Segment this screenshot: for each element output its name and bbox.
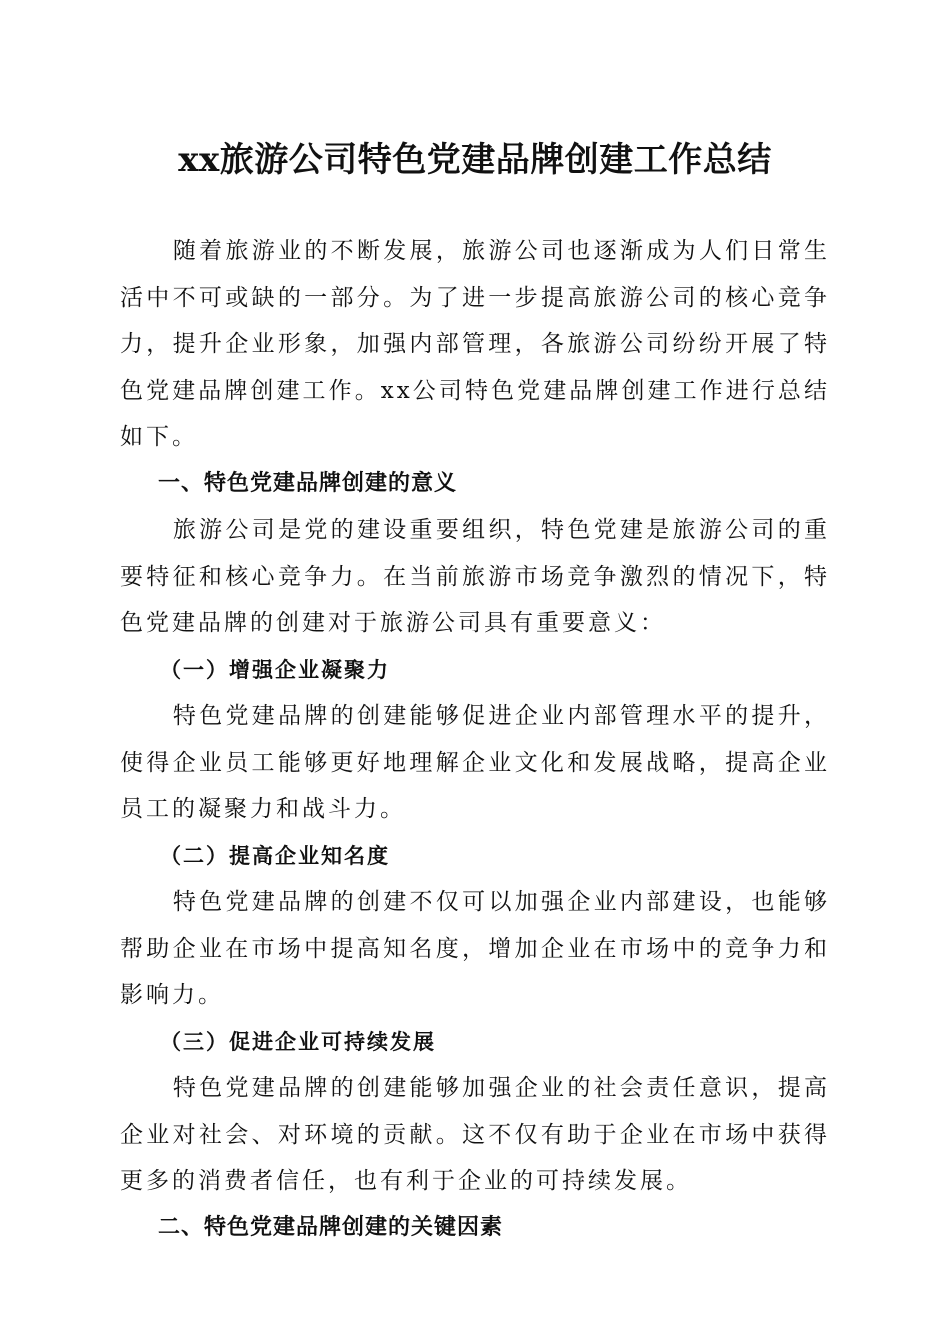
subsection-heading-reputation: （二）提高企业知名度 xyxy=(160,843,390,868)
subsection-heading-sustainability: （三）促进企业可持续发展 xyxy=(160,1029,436,1054)
section-heading-significance: 一、特色党建品牌创建的意义 xyxy=(158,470,458,496)
subsection-cohesion-paragraph: 特色党建品牌的创建能够促进企业内部管理水平的提升，使得企业员工能够更好地理解企业文化和发展战略，提高企业员工的凝聚力和战斗力。 xyxy=(120,703,830,822)
document-body xyxy=(120,228,830,1251)
intro-paragraph: 随着旅游业的不断发展，旅游公司也逐渐成为人们日常生活中不可或缺的一部分。为了进一步提高旅游公司的核心竞争力，提升企业形象，加强内部管理，各旅游公司纷纷开展了特色党建品牌创建工作。xx公司特色党建品牌创建工作进行总结如下。 xyxy=(120,238,830,450)
subsection-reputation-paragraph: 特色党建品牌的创建不仅可以加强企业内部建设，也能够帮助企业在市场中提高知名度，增加企业在市场中的竞争力和影响力。 xyxy=(120,889,830,1008)
section-heading-key-factors: 二、特色党建品牌创建的关键因素 xyxy=(158,1214,504,1240)
subsection-heading-cohesion: （一）增强企业凝聚力 xyxy=(160,657,390,682)
subsection-sustainability-paragraph: 特色党建品牌的创建能够加强企业的社会责任意识，提高企业对社会、对环境的贡献。这不仅有助于企业在市场中获得更多的消费者信任，也有利于企业的可持续发展。 xyxy=(120,1075,830,1194)
section-significance-paragraph: 旅游公司是党的建设重要组织，特色党建是旅游公司的重要特征和核心竞争力。在当前旅游市场竞争激烈的情况下，特色党建品牌的创建对于旅游公司具有重要意义： xyxy=(120,517,830,636)
document-title: xx旅游公司特色党建品牌创建工作总结 xyxy=(178,140,772,180)
